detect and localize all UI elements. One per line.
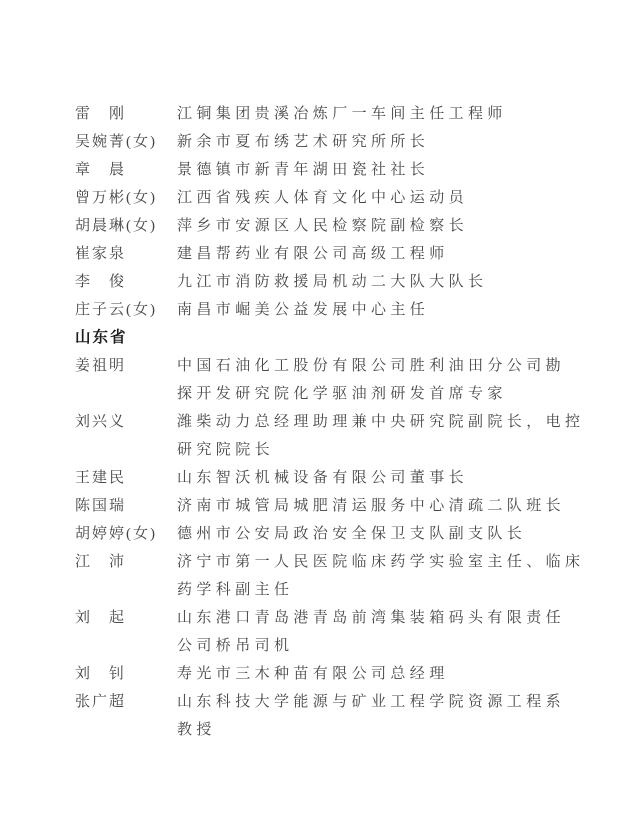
person-title (177, 156, 585, 184)
person-title-line: 中国石油化工股份有限公司胜利油田分公司勘 (177, 358, 566, 374)
province-section-header: 山东省 (75, 329, 128, 346)
person-name: 曾万彬(女) (75, 190, 157, 206)
person-name: 王建民 (75, 470, 127, 486)
person-title (177, 352, 585, 408)
person-title-line: 山东科技大学能源与矿业工程学院资源工程系 (177, 694, 566, 710)
person-title-line: 山东港口青岛港青岛前湾集装箱码头有限责任 (177, 610, 566, 626)
person-title-line: 公司桥吊司机 (177, 638, 294, 654)
person-title (177, 240, 585, 268)
person-title-line: 新余市夏布绣艺术研究所所长 (177, 134, 430, 150)
person-title (177, 296, 585, 324)
person-title-line: 探开发研究院化学驱油剂研发首席专家 (177, 386, 507, 402)
person-title (177, 688, 585, 744)
person-title (177, 520, 585, 548)
person-name: 章 晨 (75, 162, 127, 178)
list-item (75, 548, 585, 604)
person-name: 陈国瑞 (75, 498, 127, 514)
list-item (75, 464, 585, 492)
list-item (75, 128, 585, 156)
list-item (75, 660, 585, 688)
list-item (75, 352, 585, 408)
person-title-line: 九江市消防救援局机动二大队大队长 (177, 274, 488, 290)
person-title (177, 548, 585, 604)
person-name: 刘 起 (75, 610, 127, 626)
person-title-line: 江铜集团贵溪冶炼厂一车间主任工程师 (177, 106, 507, 122)
person-title-line: 寿光市三木种苗有限公司总经理 (177, 666, 449, 682)
list-item (75, 240, 585, 268)
person-name: 刘兴义 (75, 414, 127, 430)
person-title-line: 建昌帮药业有限公司高级工程师 (177, 246, 449, 262)
person-title-line: 济宁市第一人民医院临床药学实验室主任、临床 (177, 554, 585, 570)
person-title (177, 604, 585, 660)
person-title-line: 潍柴动力总经理助理兼中央研究院副院长，电控 (177, 414, 585, 430)
person-name: 胡晨琳(女) (75, 218, 157, 234)
list-item (75, 408, 585, 464)
person-title (177, 660, 585, 688)
person-title-line: 研究院院长 (177, 442, 275, 458)
list-item (75, 156, 585, 184)
person-title (177, 268, 585, 296)
person-title (177, 100, 585, 128)
person-title-line: 景德镇市新青年湖田瓷社社长 (177, 162, 430, 178)
person-title-line: 教授 (177, 722, 216, 738)
person-title-line: 德州市公安局政治安全保卫支队副支队长 (177, 526, 527, 542)
roster-list (75, 100, 585, 744)
list-item (75, 520, 585, 548)
person-name: 崔家泉 (75, 246, 127, 262)
person-name: 张广超 (75, 694, 127, 710)
list-item (75, 184, 585, 212)
person-name: 雷 刚 (75, 106, 127, 122)
person-name: 姜祖明 (75, 358, 127, 374)
person-name: 李 俊 (75, 274, 127, 290)
person-title (177, 408, 585, 464)
person-title (177, 184, 585, 212)
person-title-line: 药学科副主任 (177, 582, 294, 598)
list-item (75, 492, 585, 520)
list-item (75, 268, 585, 296)
person-title (177, 464, 585, 492)
list-item (75, 604, 585, 660)
person-title (177, 492, 585, 520)
person-name: 吴婉菁(女) (75, 134, 157, 150)
person-name: 胡婷婷(女) (75, 526, 157, 542)
person-name: 刘 钊 (75, 666, 127, 682)
person-name: 庄子云(女) (75, 302, 157, 318)
person-title (177, 128, 585, 156)
person-title-line: 南昌市崛美公益发展中心主任 (177, 302, 430, 318)
list-item (75, 100, 585, 128)
list-item (75, 212, 585, 240)
person-name: 江 沛 (75, 554, 127, 570)
person-title-line: 江西省残疾人体育文化中心运动员 (177, 190, 469, 206)
person-title-line: 萍乡市安源区人民检察院副检察长 (177, 218, 469, 234)
person-title-line: 济南市城管局城肥清运服务中心清疏二队班长 (177, 498, 566, 514)
person-title-line: 山东智沃机械设备有限公司董事长 (177, 470, 469, 486)
list-item (75, 296, 585, 324)
list-item (75, 688, 585, 744)
person-title (177, 212, 585, 240)
